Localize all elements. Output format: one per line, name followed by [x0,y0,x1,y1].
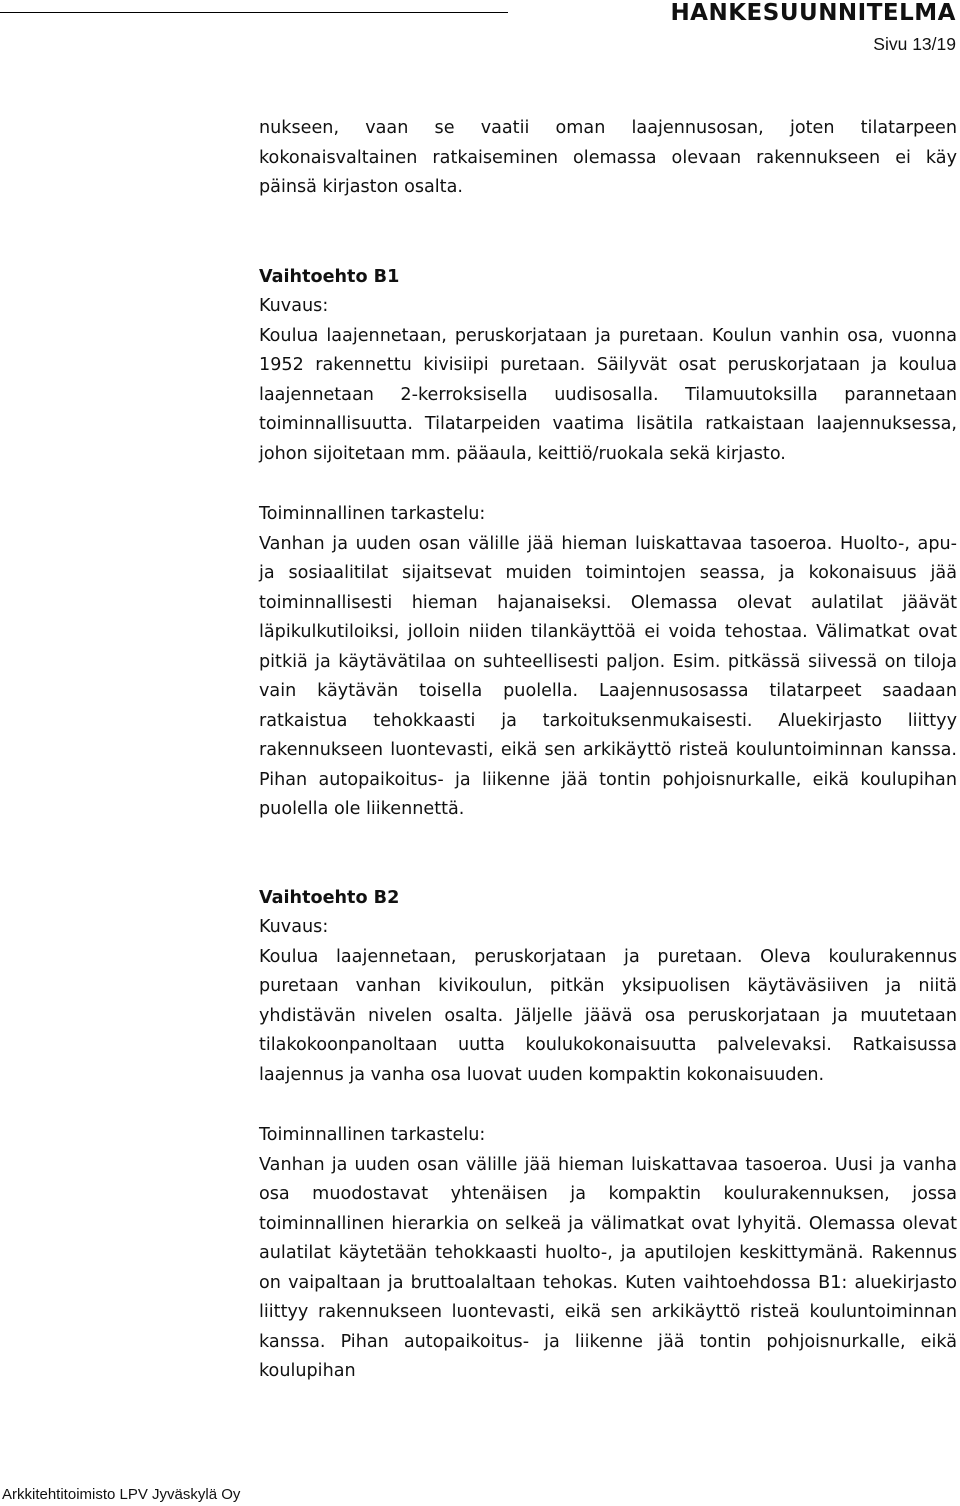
option-b2-functional-review [259,1121,957,1387]
document-title: HANKESUUNNITELMA [670,0,956,26]
intro-paragraph: nukseen, vaan se vaatii oman laajennusosan, joten tilatarpeen kokonaisvaltainen ratkaiseminen olemassa olevaan rakennukseen ei käy päinsä kirjaston osalta. [259,118,957,197]
page-number: Sivu 13/19 [873,34,956,54]
option-b2-section [259,884,957,1387]
option-b1-description-label: Kuvaus: [259,296,329,316]
option-b2-functional-text: Vanhan ja uuden osan välille jää hieman luiskattavaa tasoeroa. Uusi ja vanha osa muodostavat yhtenäisen ja kompaktin koulurakennuksen, jossa toiminnallinen hierarkia on selkeä ja välimatkat ovat lyhyitä. Olemassa olevat aulatilat käytetään tehokkaasti huolto-, ja aputilojen keskittymänä. Rakennus on vaipaltaan ja bruttoalaltaan tehokas. Kuten vaihtoehdossa B1: aluekirjasto liittyy rakennukseen luontevasti, eikä sen arkikäyttö risteä kouluntoiminnan kanssa. Pihan autopaikoitus- ja liikenne jää tontin pohjoisnurkalle, eikä koulupihan [259,1154,957,1381]
option-b1-heading: Vaihtoehto B1 [259,266,400,287]
document-body [259,114,957,1387]
option-b1-functional-label: Toiminnallinen tarkastelu: [259,504,486,524]
option-b2-description: Koulua laajennetaan, peruskorjataan ja puretaan. Oleva koulurakennus puretaan vanhan kivikoulun, pitkän yksipuolisen käytäväsiiven ja niitä yhdistävän nivelen osalta. Jäljelle jäävä osa peruskorjataan ja muutetaan tilakokoonpanoltaan uutta koulukokonaisuutta palvelevaksi. Ratkaisussa laajennus ja vanha osa luovat uuden kompaktin kokonaisuuden. [259,946,957,1085]
option-b2-description-label: Kuvaus: [259,917,329,937]
option-b2-heading: Vaihtoehto B2 [259,887,400,908]
option-b2-functional-label: Toiminnallinen tarkastelu: [259,1125,486,1145]
option-b1-description: Koulua laajennetaan, peruskorjataan ja puretaan. Koulun vanhin osa, vuonna 1952 rakennettu kivisiipi puretaan. Säilyvät osat peruskorjataan ja koulua laajennetaan 2-kerroksisella uudisosalla. Tilamuutoksilla parannetaan toiminnallisuutta. Tilatarpeiden vaatima lisätila ratkaistaan laajennuksessa, johon sijoitetaan mm. pääaula, keittiö/ruokala sekä kirjasto. [259,325,957,464]
option-b1-functional-review [259,500,957,825]
option-b1-functional-text: Vanhan ja uuden osan välille jää hieman luiskattavaa tasoeroa. Huolto-, apu- ja sosiaalitilat sijaitsevat muiden toimintojen seassa, ja kokonaisuus jää toiminnallisesti hieman hajanaiseksi. Olemassa olevat aulatilat jäävät läpikulkutiloiksi, jolloin niiden tilankäyttöä ei voida tehostaa. Välimatkat ovat pitkiä ja käytävätilaa on suhteellisesti paljon. Esim. pitkässä siivessä on tiloja vain käytävän toisella puolella. Laajennusosassa tilatarpeet saadaan ratkaistua tehokkaasti ja tarkoituksenmukaisesti. Aluekirjasto liittyy rakennukseen luontevasti, eikä sen arkikäyttö risteä kouluntoiminnan kanssa. Pihan autopaikoitus- ja liikenne jää tontin pohjoisnurkalle, eikä koulupihan puolella ole liikennettä. [259,533,957,819]
option-b1-section [259,263,957,825]
footer-company: Arkkitehtitoimisto LPV Jyväskylä Oy [2,1486,241,1503]
header-rule [0,12,508,13]
